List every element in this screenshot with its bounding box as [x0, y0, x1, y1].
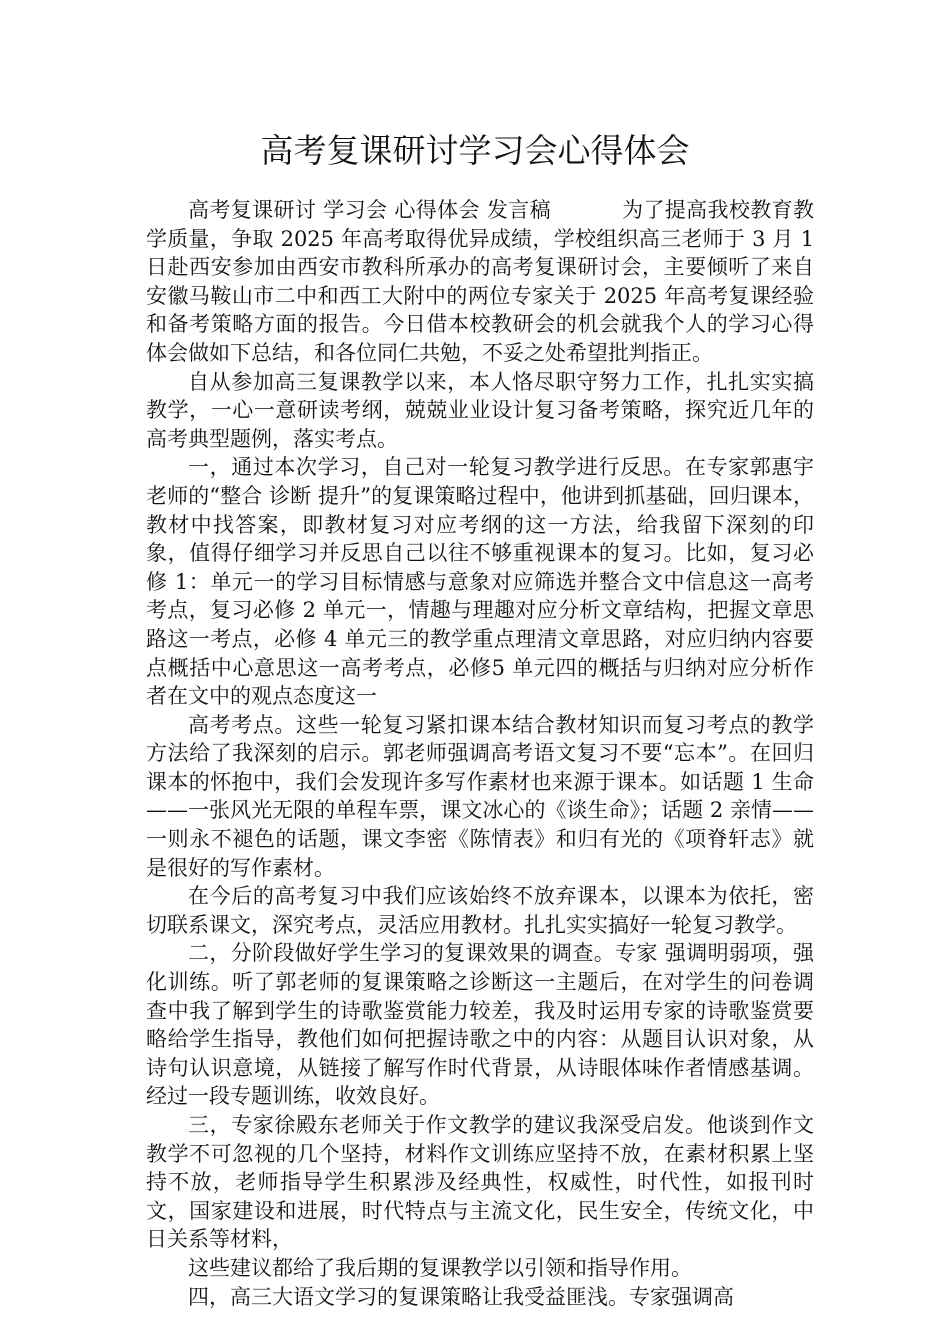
- paragraph: 这些建议都给了我后期的复课教学以引领和指导作用。: [188, 1255, 692, 1280]
- paragraph: 四，高三大语文学习的复课策略让我受益匪浅。专家强调高: [188, 1284, 734, 1309]
- paragraph: 一，通过本次学习，自己对一轮复习教学进行反思。在专家郭惠宇老师的“整合 诊断 提升”的复课策略过程中，他讲到抓基础，回归课本，教材中找答案，即教材复习对应考纲的这一方法，给我留下深刻的印象，值得仔细学习并反思自己以往不够重视课本的复习。比如，复习必修 1：单元一的学习目标情感与意象对应筛选并整合文中信息这一高考考点，复习必修 2 单元一，情趣与理趣对应分析文章结构，把握文章思路这一考点，必修 4 单元三的教学重点理清文章思路，对应归纳内容要点概括中心意思这一高考考点，必修5 单元四的概括与归纳对应分析作者在文中的观点态度这一: [146, 455, 814, 709]
- paragraph: 三，专家徐殿东老师关于作文教学的建议我深受启发。他谈到作文教学不可忽视的几个坚持，材料作文训练应坚持不放，在素材积累上坚持不放，老师指导学生积累涉及经典性，权威性，时代性，如报刊时文，国家建设和进展，时代特点与主流文化，民生安全，传统文化，中日关系等材料，: [146, 1113, 814, 1252]
- paragraph: 高考考点。这些一轮复习紧扣课本结合教材知识而复习考点的教学方法给了我深刻的启示。郭老师强调高考语文复习不要“忘本”。在回归课本的怀抱中，我们会发现许多写作素材也来源于课本。如话题 1 生命——一张风光无限的单程车票，课文冰心的《谈生命》；话题 2 亲情——一则永不褪色的话题，课文李密《陈情表》和归有光的《项脊轩志》就是很好的写作素材。: [146, 712, 814, 880]
- document-title: 高考复课研讨学习会心得体会: [260, 131, 690, 170]
- paragraph: 在今后的高考复习中我们应该始终不放弃课本，以课本为依托，密切联系课文，深究考点，灵活应用教材。扎扎实实搞好一轮复习教学。: [146, 884, 814, 937]
- paragraph: 二，分阶段做好学生学习的复课效果的调查。专家 强调明弱项，强化训练。听了郭老师的复课策略之诊断这一主题后，在对学生的问卷调查中我了解到学生的诗歌鉴赏能力较差，我及时运用专家的诗歌鉴赏要略给学生指导，教他们如何把握诗歌之中的内容：从题目认识对象，从诗句认识意境，从链接了解写作时代背景，从诗眼体味作者情感基调。经过一段专题训练，收效良好。: [146, 941, 814, 1109]
- document-body: [146, 196, 814, 1311]
- paragraph: 高考复课研讨 学习会 心得体会 发言稿 为了提高我校教育教学质量，争取 2025 年高考取得优异成绩，学校组织高三老师于 3 月 1 日赴西安参加由西安市教科所承办的高考复课研讨会，主要倾听了来自安徽马鞍山市二中和西工大附中的两位专家关于 2025 年高考复课经验和备考策略方面的报告。今日借本校教研会的机会就我个人的学习心得体会做如下总结，和各位同仁共勉，不妥之处希望批判指正。: [146, 198, 814, 365]
- paragraph: 自从参加高三复课教学以来，本人恪尽职守努力工作，扎扎实实搞教学，一心一意研读考纲，兢兢业业设计复习备考策略，探究近几年的高考典型题例，落实考点。: [146, 369, 814, 451]
